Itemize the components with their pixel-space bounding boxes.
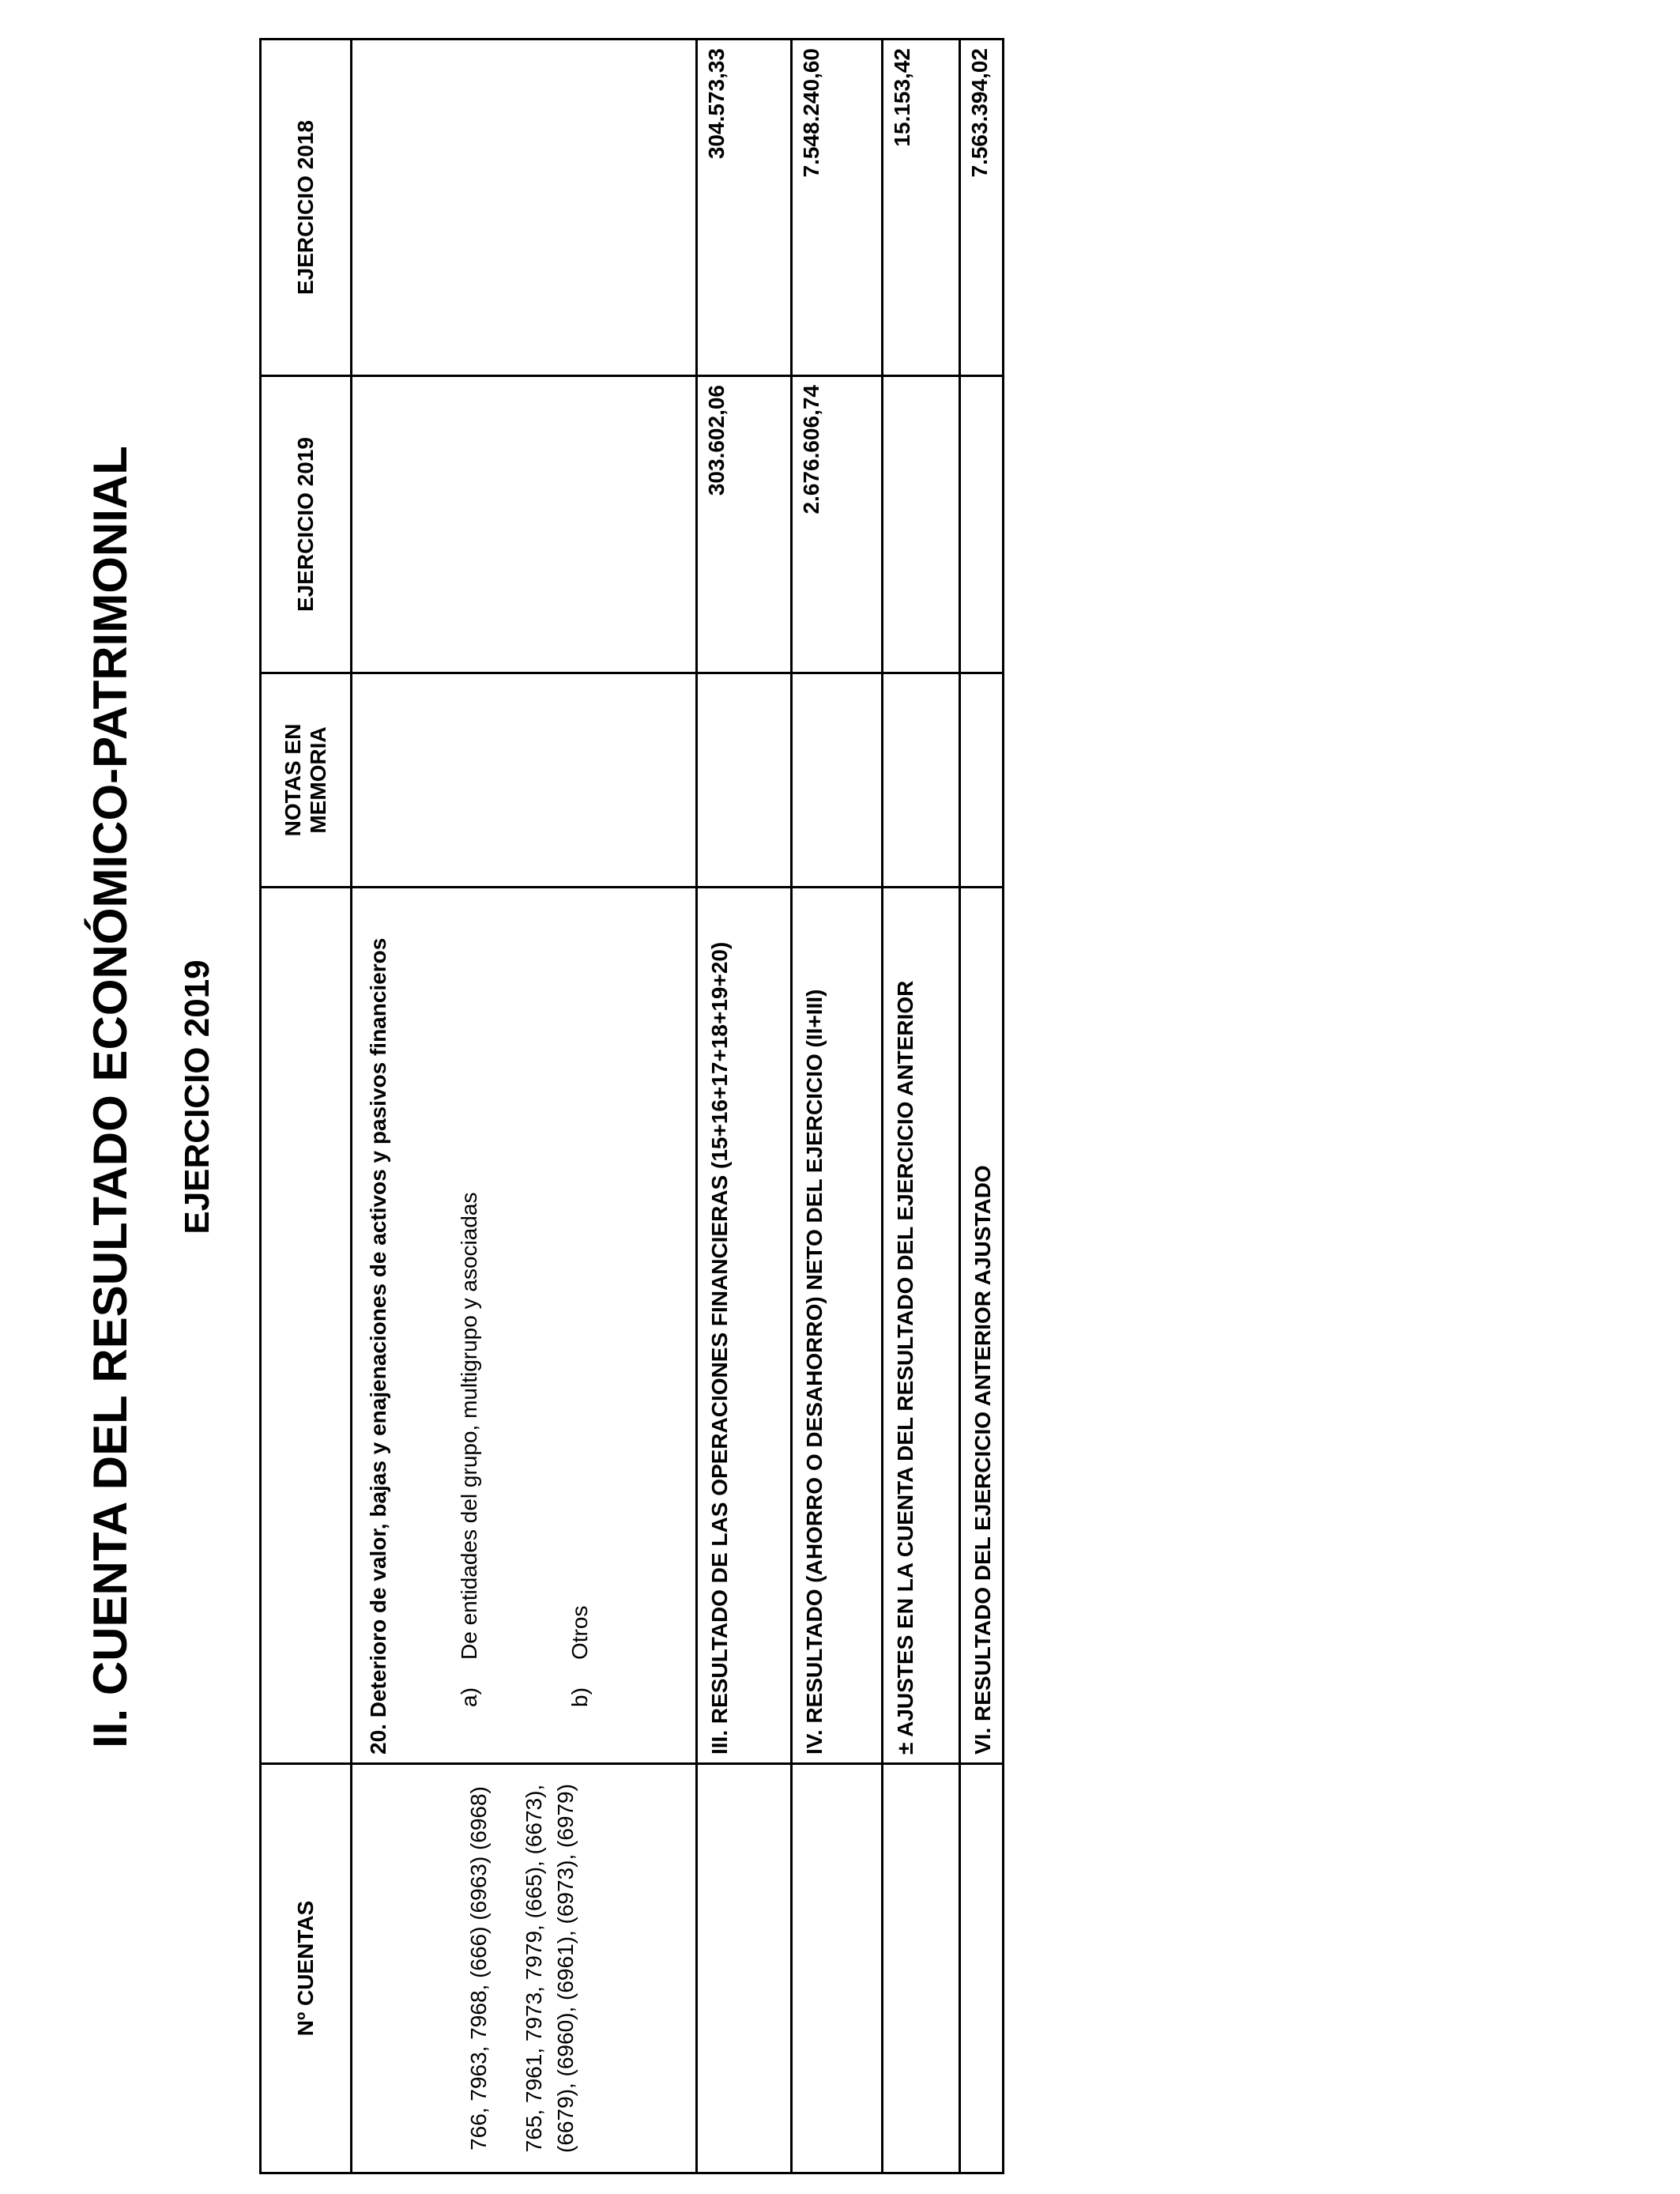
- cuentas-cell-vi: [960, 1764, 1004, 2173]
- cuentas-cell-iii: [697, 1764, 792, 2173]
- notas-cell-20: [352, 673, 697, 888]
- row-20-item-a: [454, 896, 485, 1755]
- row-iii-2019: 303.602,06: [697, 376, 792, 673]
- row-vi-label: VI. RESULTADO DEL EJERCICIO ANTERIOR AJUSTADO: [960, 888, 1004, 1764]
- item-a-text: De entidades del grupo, multigrupo y asociadas: [457, 1192, 481, 1660]
- desc-cell-20: [352, 888, 697, 1764]
- row-ajustes-2019: [883, 376, 960, 673]
- header-notas: NOTAS EN MEMORIA: [261, 673, 352, 888]
- row-iv-label: IV. RESULTADO (AHORRO O DESAHORRO) NETO DEL EJERCICIO (II+III): [792, 888, 883, 1764]
- item-b-text: Otros: [567, 1605, 592, 1660]
- row-iv-2018: 7.548.240,60: [792, 40, 883, 376]
- table-row-vi: [960, 40, 1004, 2173]
- cuentas-cell-ajustes: [883, 1764, 960, 2173]
- cuentas-cell-iv: [792, 1764, 883, 2173]
- header-descripcion: [261, 888, 352, 1764]
- row-iii-label: III. RESULTADO DE LAS OPERACIONES FINANCIERAS (15+16+17+18+19+20): [697, 888, 792, 1764]
- page-subtitle: EJERCICIO 2019: [178, 959, 217, 1235]
- table-row-iii: [697, 40, 792, 2173]
- header-ejercicio-2018: EJERCICIO 2018: [261, 40, 352, 376]
- notas-cell-iv: [792, 673, 883, 888]
- row-20-title: 20. Deterioro de valor, bajas y enajenaciones de activos y pasivos financieros: [366, 937, 390, 1755]
- notas-cell-vi: [960, 673, 1004, 888]
- row-ajustes-label: ± AJUSTES EN LA CUENTA DEL RESULTADO DEL EJERCICIO ANTERIOR: [883, 888, 960, 1764]
- value-2019-cell-20: [352, 376, 697, 673]
- header-cuentas: Nº CUENTAS: [261, 1764, 352, 2173]
- notas-cell-ajustes: [883, 673, 960, 888]
- cuentas-b: 765, 7961, 7973, 7979, (665), (6673), (6679), (6960), (6961), (6973), (6979): [522, 1784, 578, 2153]
- item-a-label: a): [457, 1687, 481, 1707]
- results-table: [259, 38, 1004, 2174]
- header-ejercicio-2019: EJERCICIO 2019: [261, 376, 352, 673]
- row-vi-2019: [960, 376, 1004, 673]
- row-iv-2019: 2.676.606,74: [792, 376, 883, 673]
- value-2018-cell-20: [352, 40, 697, 376]
- table-row-ajustes: [883, 40, 960, 2173]
- row-ajustes-2018: 15.153,42: [883, 40, 960, 376]
- cuentas-a: 766, 7963, 7968, (666) (6963) (6968): [466, 1786, 491, 2151]
- table-header-row: [261, 40, 352, 2173]
- table-row-iv: [792, 40, 883, 2173]
- row-20-item-b: [564, 896, 596, 1755]
- row-vi-2018: 7.563.394,02: [960, 40, 1004, 376]
- cuentas-cell-20: [352, 1764, 697, 2173]
- table-row-20: [352, 40, 697, 2173]
- row-iii-2018: 304.573,33: [697, 40, 792, 376]
- notas-cell-iii: [697, 673, 792, 888]
- page-title: II. CUENTA DEL RESULTADO ECONÓMICO-PATRIMONIAL: [84, 446, 137, 1748]
- item-b-label: b): [567, 1687, 592, 1707]
